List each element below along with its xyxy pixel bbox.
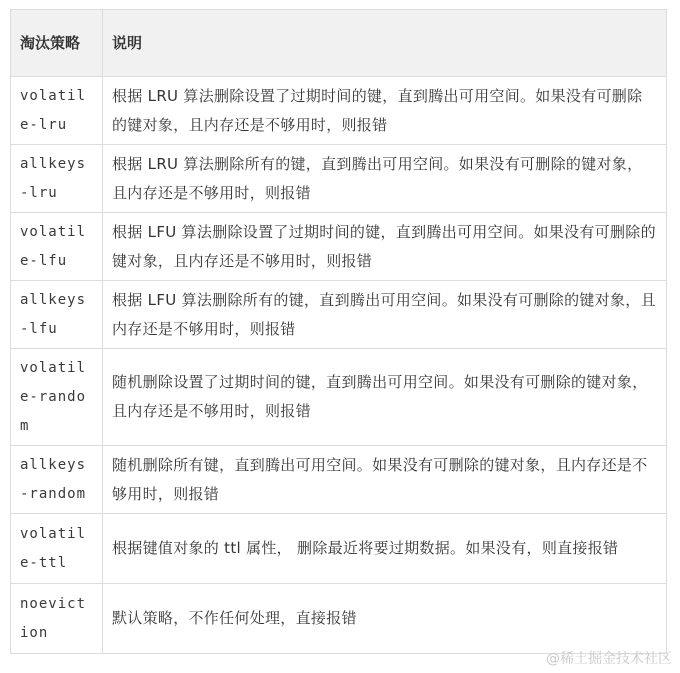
eviction-policy-table: [10, 9, 667, 654]
description-cell: 根据 LRU 算法删除设置了过期时间的键，直到腾出可用空间。如果没有可删除的键对象，且内存还是不够用时，则报错: [103, 77, 667, 145]
header-strategy: 淘汰策略: [11, 10, 103, 77]
table-row: [11, 145, 667, 213]
table-row: [11, 514, 667, 584]
table-header-row: [11, 10, 667, 77]
header-description: 说明: [103, 10, 667, 77]
table-row: [11, 584, 667, 654]
description-cell: 随机删除设置了过期时间的键，直到腾出可用空间。如果没有可删除的键对象，且内存还是不够用时，则报错: [103, 349, 667, 446]
description-cell: 根据键值对象的 ttl 属性， 删除最近将要过期数据。如果没有，则直接报错: [103, 514, 667, 584]
description-cell: 根据 LRU 算法删除所有的键，直到腾出可用空间。如果没有可删除的键对象，且内存还是不够用时，则报错: [103, 145, 667, 213]
description-cell: 根据 LFU 算法删除设置了过期时间的键，直到腾出可用空间。如果没有可删除的键对象，且内存还是不够用时，则报错: [103, 213, 667, 281]
strategy-cell: volatile-random: [11, 349, 103, 446]
description-cell: 根据 LFU 算法删除所有的键，直到腾出可用空间。如果没有可删除的键对象，且内存还是不够用时，则报错: [103, 281, 667, 349]
description-cell: 随机删除所有键，直到腾出可用空间。如果没有可删除的键对象，且内存还是不够用时，则报错: [103, 446, 667, 514]
strategy-cell: allkeys-random: [11, 446, 103, 514]
table-row: [11, 446, 667, 514]
table-row: [11, 77, 667, 145]
strategy-cell: volatile-lru: [11, 77, 103, 145]
strategy-cell: noeviction: [11, 584, 103, 654]
strategy-cell: volatile-ttl: [11, 514, 103, 584]
strategy-cell: allkeys-lfu: [11, 281, 103, 349]
strategy-cell: volatile-lfu: [11, 213, 103, 281]
table-row: [11, 281, 667, 349]
description-cell: 默认策略，不作任何处理，直接报错: [103, 584, 667, 654]
table-row: [11, 213, 667, 281]
strategy-cell: allkeys-lru: [11, 145, 103, 213]
table-row: [11, 349, 667, 446]
watermark: @稀土掘金技术社区: [546, 651, 672, 667]
